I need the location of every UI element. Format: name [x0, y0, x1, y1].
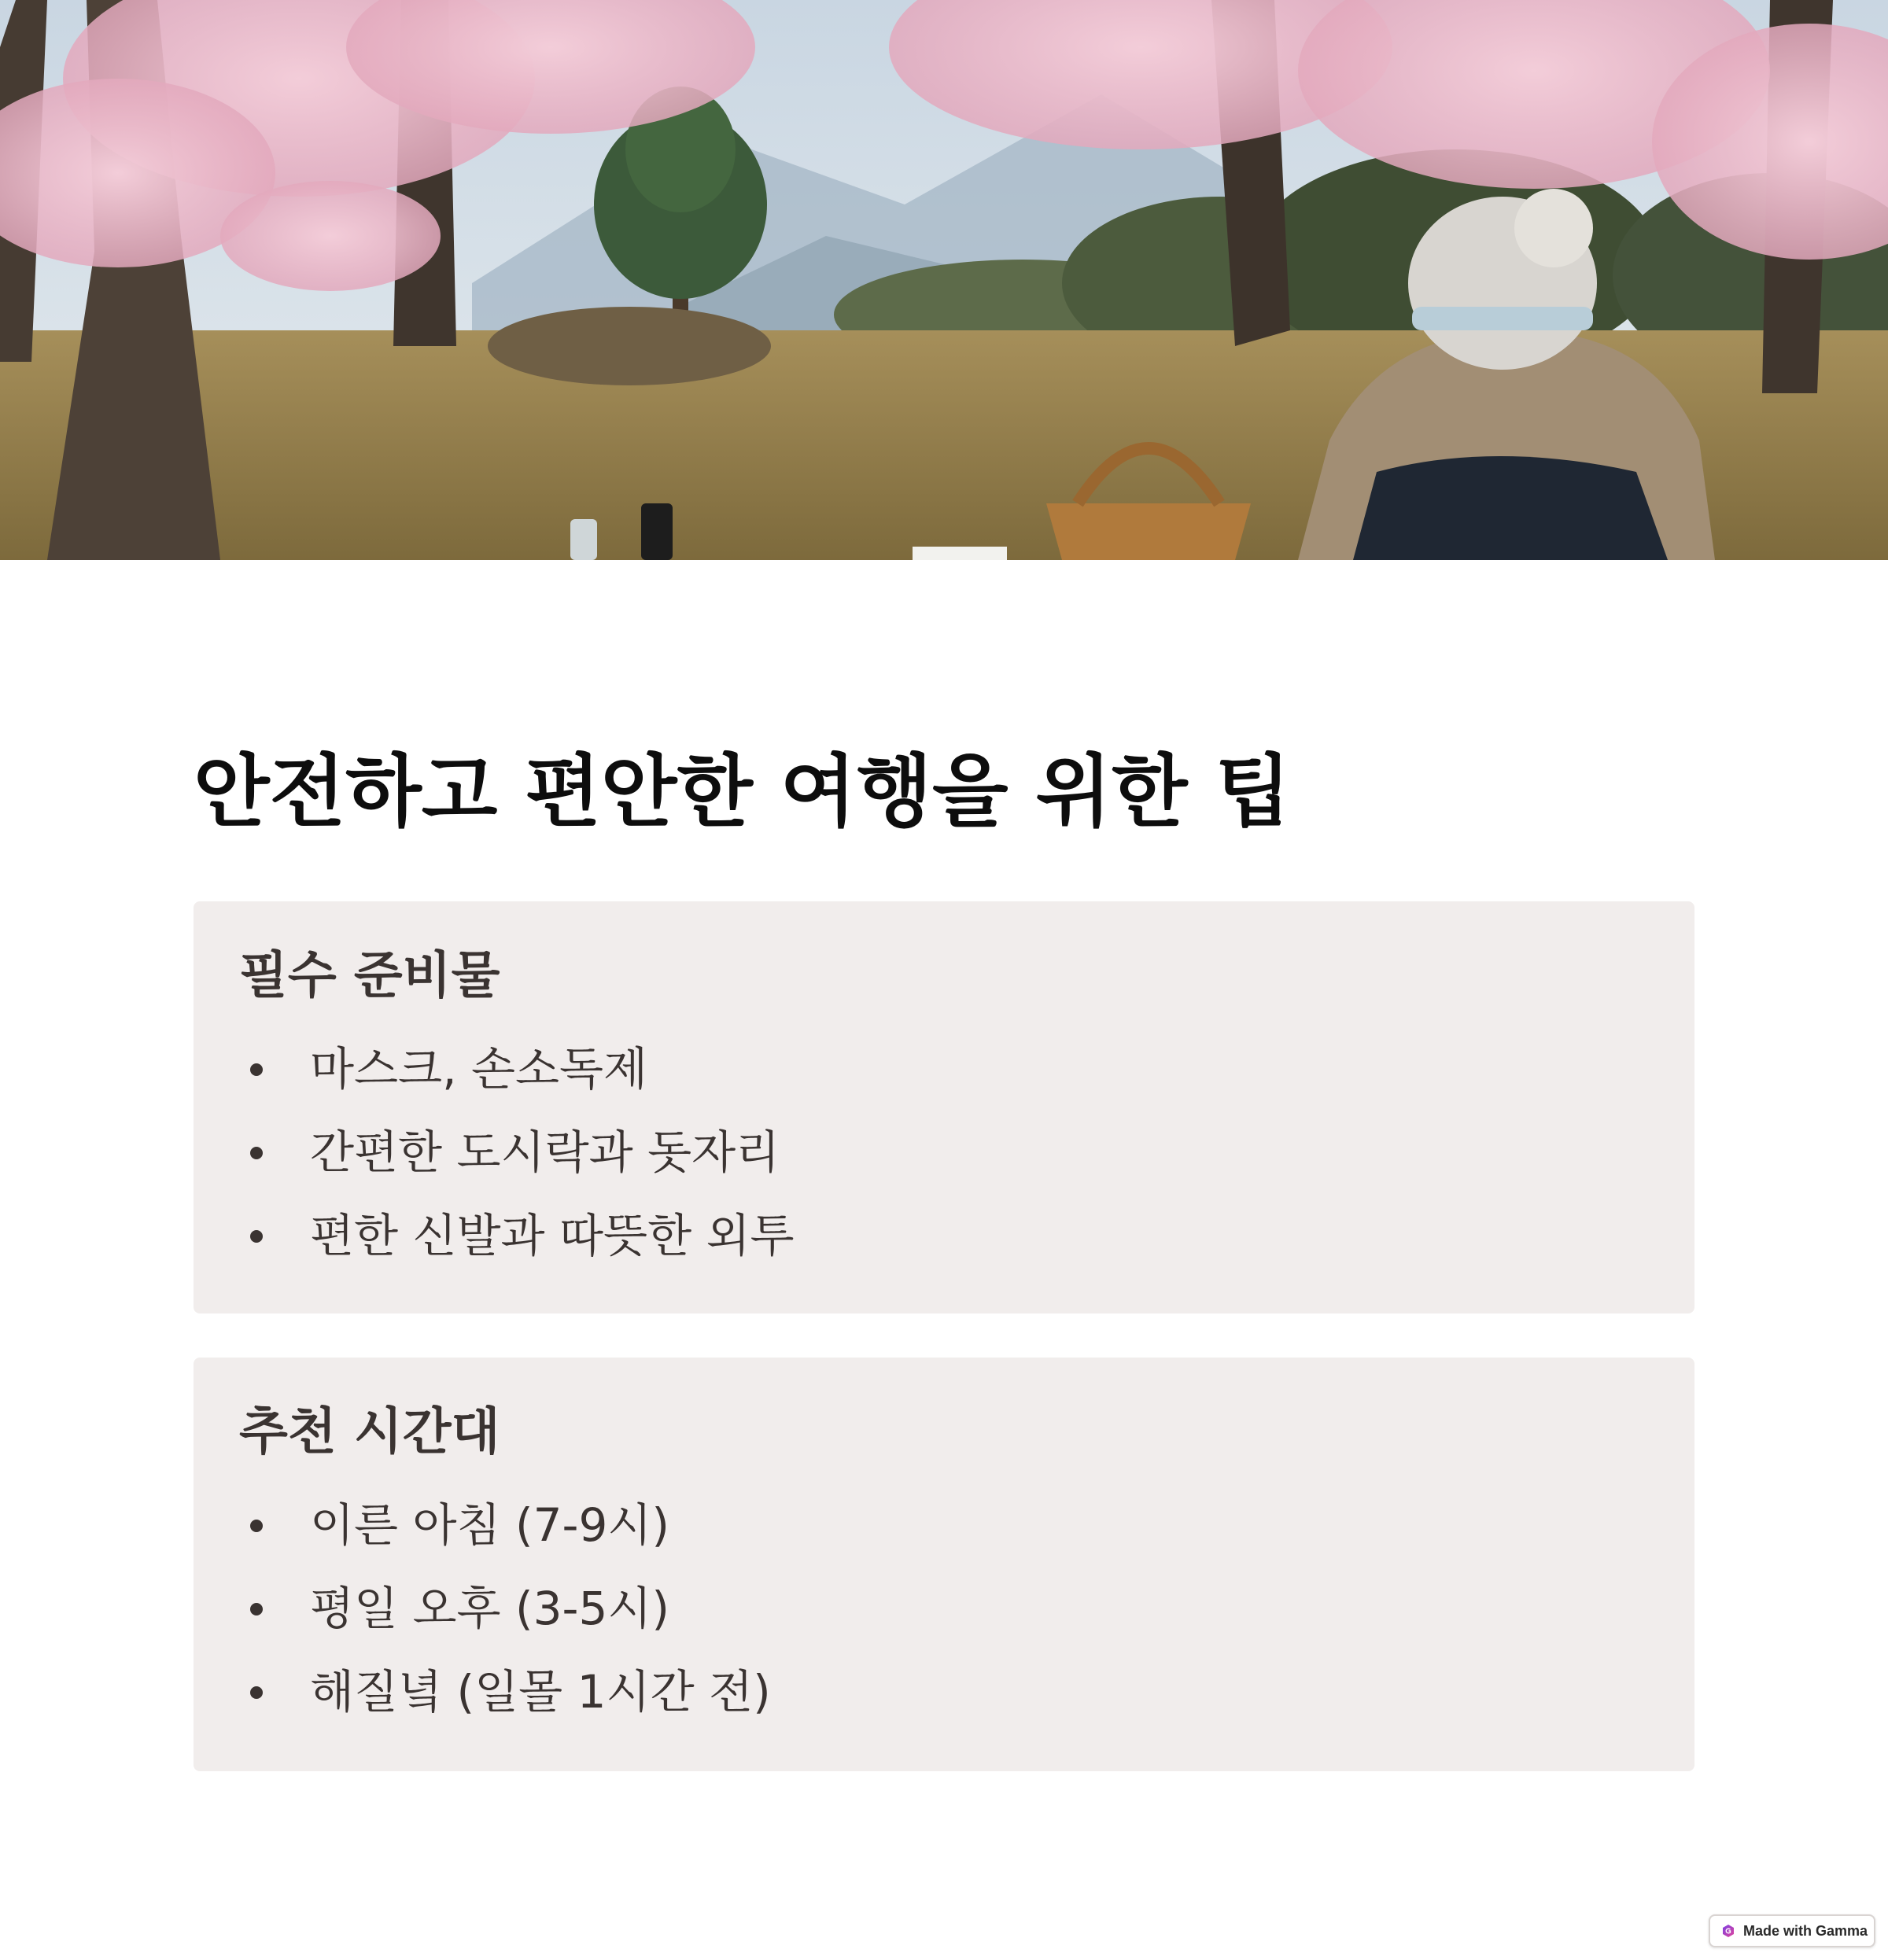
gamma-logo-icon: [1721, 1924, 1735, 1938]
hero-illustration: [0, 0, 1888, 560]
bullet-icon: [250, 1603, 263, 1616]
list-item: [239, 1027, 1694, 1111]
list-item-text: 마스크, 손소독제: [310, 1042, 648, 1096]
list-item-text: 평일 오후 (3-5시): [310, 1582, 670, 1635]
list-item-text: 편한 신발과 따뜻한 외투: [310, 1209, 795, 1262]
list-item: [239, 1567, 1694, 1650]
bullet-icon: [250, 1230, 263, 1243]
list-item: [239, 1194, 1694, 1277]
list-item: [239, 1650, 1694, 1733]
recommended-time-list: [239, 1483, 1694, 1733]
bullet-icon: [250, 1686, 263, 1699]
essentials-list: [239, 1027, 1694, 1277]
bullet-icon: [250, 1063, 263, 1076]
list-item: [239, 1483, 1694, 1567]
essentials-card: [194, 901, 1694, 1313]
bullet-icon: [250, 1520, 263, 1532]
page-title: 안전하고 편안한 여행을 위한 팁: [194, 746, 1292, 838]
hero-image: [0, 0, 1888, 560]
badge-label: Made with Gamma: [1743, 1922, 1868, 1939]
list-item-text: 간편한 도시락과 돗자리: [310, 1126, 780, 1179]
recommended-time-card: [194, 1358, 1694, 1771]
list-item: [239, 1111, 1694, 1194]
made-with-gamma-badge[interactable]: [1709, 1914, 1875, 1947]
bullet-icon: [250, 1147, 263, 1159]
card-heading: 필수 준비물: [239, 947, 500, 1005]
list-item-text: 이른 아침 (7-9시): [310, 1498, 670, 1552]
card-heading: 추천 시간대: [239, 1403, 500, 1461]
list-item-text: 해질녘 (일몰 1시간 전): [310, 1665, 771, 1719]
